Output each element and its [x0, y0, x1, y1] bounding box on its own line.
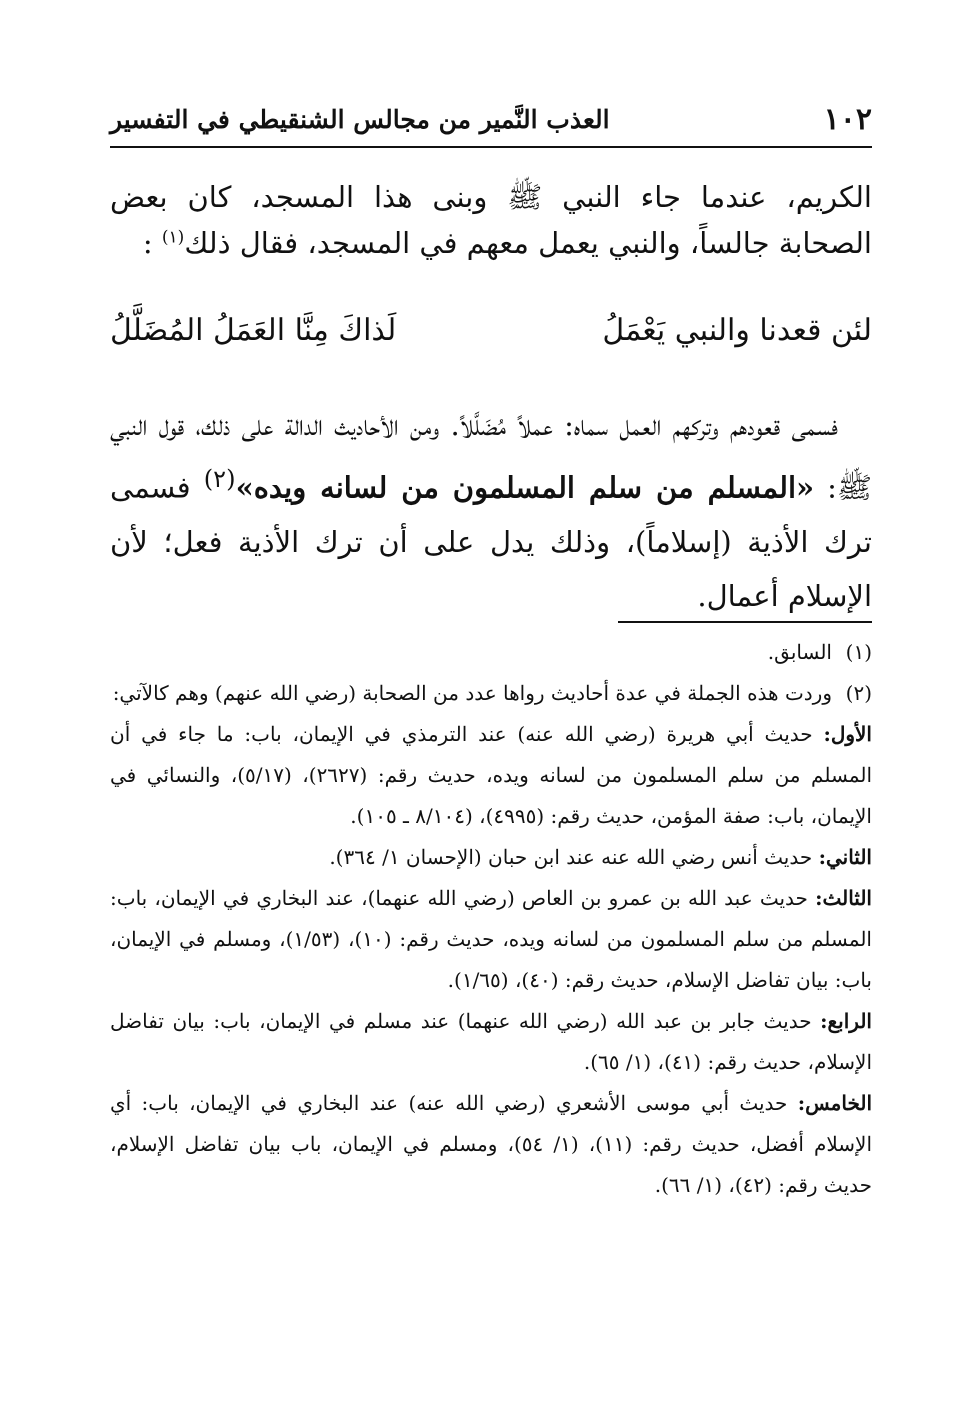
item-text: حديث أبي هريرة (رضي الله عنه) عند الترمذي في الإيمان، باب: ما جاء في أن المسلم من سلم المسلمون من لسانه ويده، حديث رقم: (٢٦٢٧)، (٥/١٧)، والنسائي في الإيمان، باب: صفة المؤمن، حديث رقم: (٤٩٩٥)، (٨/١٠٤ ـ ١٠٥). — [110, 722, 873, 828]
footnote-1 — [110, 632, 872, 673]
footnote-2-text: وردت هذه الجملة في عدة أحاديث رواها عدد من الصحابة (رضي الله عنهم) وهم كالآتي: — [112, 681, 832, 705]
footnote-2 — [110, 673, 872, 714]
paragraph-1-text: الكريم، عندما جاء النبي ﷺ وبنى هذا المسجد، كان بعض الصحابة جالساً، والنبي يعمل معهم في المسجد، فقال ذلك — [110, 180, 872, 260]
footnote-2-item-1 — [110, 714, 872, 837]
footnote-2-number: (٢) — [845, 681, 872, 705]
footnotes — [110, 632, 872, 1206]
item-text: حديث أبي موسى الأشعري (رضي الله عنه) عند البخاري في الإيمان، باب: أي الإسلام أفضل، حديث رقم: (١١)، (١/ ٥٤)، ومسلم في الإيمان، باب بيان تفاضل الإسلام، حديث رقم: (٤٢)، (١/ ٦٦). — [110, 1091, 872, 1197]
item-label: الرابع: — [820, 1009, 872, 1033]
item-label: الخامس: — [797, 1091, 872, 1115]
item-label: الثالث: — [815, 886, 872, 910]
hadith-quote: «المسلم من سلم المسلمون من لسانه ويده» — [235, 470, 815, 505]
paragraph-1 — [110, 174, 872, 266]
paragraph-2-text-end: فسمى ترك الأذية (إسلاماً)، وذلك يدل على أن ترك الأذية فعل؛ لأن الإسلام أعمال. — [110, 470, 872, 613]
header-rule — [110, 146, 872, 148]
item-label: الأول: — [823, 722, 872, 746]
poetry-verse — [110, 306, 872, 356]
footnote-2-item-5 — [110, 1083, 872, 1206]
verse-second-hemistich: لَذاكَ مِنَّا العَمَلُ المُضَلَّلُ — [110, 313, 397, 348]
paragraph-2-text-start: فسمى قعودهم وتركهم العمل سماه: عملاً مُضَلَّلاً. ومن الأحاديث الدالة على ذلك، قول النبي ﷺ: — [110, 408, 872, 505]
running-title: العذب النَّمير من مجالس الشنقيطي في التفسير — [110, 105, 610, 134]
page-header — [110, 100, 872, 140]
footnote-2-item-2 — [110, 837, 872, 878]
paragraph-2 — [110, 398, 872, 623]
footnote-1-number: (١) — [845, 640, 872, 664]
footnote-separator — [618, 621, 872, 623]
footnote-2-item-3 — [110, 878, 872, 1001]
footnote-ref-1[interactable]: (١) — [161, 227, 185, 248]
item-text: حديث عبد الله بن عمرو بن العاص (رضي الله عنهما)، عند البخاري في الإيمان، باب: المسلم من سلم المسلمون من لسانه ويده، حديث رقم: (١٠)، (١/٥٣)، ومسلم في الإيمان، باب: بيان تفاضل الإسلام، حديث رقم: (٤٠)، (١/٦٥). — [110, 886, 872, 992]
footnote-ref-2[interactable]: (٢) — [203, 465, 236, 493]
footnote-2-item-4 — [110, 1001, 872, 1083]
item-text: حديث أنس رضي الله عنه عند ابن حبان (الإحسان ١/ ٣٦٤). — [329, 845, 819, 869]
paragraph-1-colon: : — [142, 226, 153, 260]
item-text: حديث جابر بن عبد الله (رضي الله عنهما) عند مسلم في الإيمان، باب: بيان تفاضل الإسلام، حديث رقم: (٤١)، (١/ ٦٥). — [110, 1009, 872, 1074]
footnote-1-text: السابق. — [767, 640, 832, 664]
verse-first-hemistich: لئن قعدنا والنبي يَعْمَلُ — [602, 313, 872, 348]
page-number: ١٠٢ — [823, 102, 872, 137]
item-label: الثاني: — [818, 845, 872, 869]
